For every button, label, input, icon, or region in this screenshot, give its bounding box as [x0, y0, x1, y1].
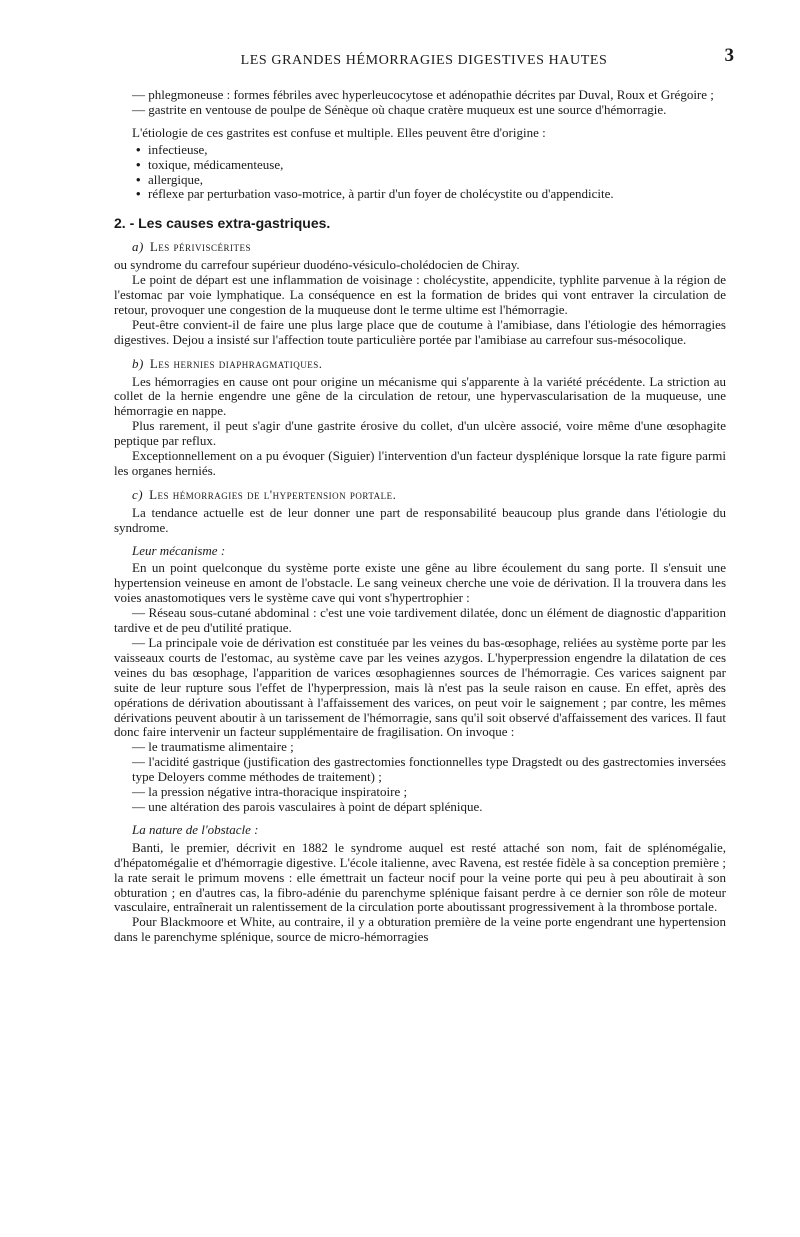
paragraph: — La principale voie de dérivation est constituée par les veines du bas-œsophage, reliées au système porte par les vaisseaux courts de l'estomac, au système cave par les veines azygos. L'hyperpression engendre la dilatation de ces veines du bas œsophage, l'apparition de varices œsophagiennes sources de l'hémorragie. Ces varices saignent par suite de leur rupture sous l'effet de l'hyperpression, mais là n'est pas la seule raison en cause. En effet, après des opérations de dérivation aboutissant à l'affaissement des varices, on peut voir le saignement ; par contre, les mêmes dérivations peuvent aboutir à un tarissement de l'hémorragie, sans qu'il soit observé d'affaissement des varices. Il faut donc faire intervenir un facteur supplémentaire de fragilisation. On invoque : — [114, 635, 726, 740]
paragraph: ou syndrome du carrefour supérieur duodéno-vésiculo-cholédocien de Chiray. — [114, 257, 520, 273]
dash-item: — une altération des parois vasculaires à point de départ splénique. — [132, 798, 483, 814]
paragraph: Banti, le premier, décrivit en 1882 le syndrome auquel est resté attaché son nom, fait de splénomégalie, d'hépatomégalie et d'hémorragie digestive. L'école italienne, avec Ravena, est restée fidèle à sa conception première ; la rate serait le primum movens : elle émettrait un facteur nocif pour la veine porte qui peu à peu aboutirait à son obturation ; en d'autres cas, la fibro-adénie du parenchyme splénique faisant perdre à ce dernier son rôle de moteur vasculaire, entraînerait un ralentissement de la circulation porte aboutissant progressivement à la thrombose portale. — [114, 839, 726, 915]
italic-heading-mecanisme: Leur mécanisme : — [132, 542, 226, 558]
origin-item: • allergique, — [114, 173, 726, 188]
dash-item-phlegmoneuse: — phlegmoneuse : formes fébriles avec hyperleucocytose et adénopathie décrites par Duval, Roux et Grégoire ; — [132, 87, 714, 102]
header-title: LES GRANDES HÉMORRAGIES DIGESTIVES HAUTES — [240, 53, 608, 68]
paragraph: Pour Blackmoore et White, au contraire, il y a obturation première de la veine porte engendrant une hypertension dans le parenchyme splénique, source de micro-hémorragies — [114, 914, 726, 945]
dash-item: — l'acidité gastrique (justification des gastrectomies fonctionnelles type Dragstedt ou des gastrectomies inversées type Deloyers comme méthodes de traitement) ; — [132, 754, 726, 785]
paragraph: Peut-être convient-il de faire une plus large place que de coutume à l'amibiase, dans l'étiologie des hémorragies digestives. Dejou a insisté sur l'affection toute particulière portée par l'amibiase au carrefour sus-mésocolique. — [114, 316, 726, 347]
paragraph: Le point de départ est une inflammation de voisinage : cholécystite, appendicite, typhlite parvenue à la région de l'estomac par voie lymphatique. La conséquence en est la formation de brides qui vont entraver la circulation de retour, provoquer une congestion de la muqueuse dont le terme ultime est l'hémorragie. — [114, 272, 726, 317]
section-heading: 2. - Les causes extra-gastriques. — [114, 215, 331, 232]
subsection-letter: a) — [132, 239, 144, 255]
origin-item: • infectieuse, — [114, 143, 726, 158]
subsection-letter: b) — [132, 355, 144, 371]
origin-item: • toxique, médicamenteuse, — [114, 158, 726, 173]
dash-item: — le traumatisme alimentaire ; — [132, 739, 294, 755]
subsection-title: Les hernies diaphragmatiques. — [149, 355, 323, 371]
origin-list — [114, 143, 726, 203]
paragraph: Plus rarement, il peut s'agir d'une gastrite érosive du collet, d'un ulcère associé, voire même d'une œsophagite peptique par reflux. — [114, 418, 726, 449]
dash-item-ventouse: — gastrite en ventouse de poulpe de Sénèque où chaque cratère muqueux est une source d'hémorragie. — [132, 101, 667, 117]
paragraph: La tendance actuelle est de leur donner une part de responsabilité beaucoup plus grande dans l'étiologie du syndrome. — [114, 504, 726, 535]
paragraph: Les hémorragies en cause ont pour origine un mécanisme qui s'apparente à la variété précédente. La striction au collet de la hernie engendre une gêne de la circulation de retour, une hypervascularisation de la muqueuse, une hémorragie en nappe. — [114, 373, 726, 419]
paragraph: — Réseau sous-cutané abdominal : c'est une voie tardivement dilatée, donc un élément de diagnostic d'apparition tardive et de peu d'utilité pratique. — [114, 605, 726, 636]
subsection-heading-b — [114, 357, 726, 372]
page-body — [114, 88, 726, 945]
paragraph: Exceptionnellement on a pu évoquer (Siguier) l'intervention d'un facteur dysplénique lorsque la rate figure parmi les organes herniés. — [114, 448, 726, 478]
running-header — [114, 45, 734, 72]
etiology-paragraph: L'étiologie de ces gastrites est confuse et multiple. Elles peuvent être d'origine : — [132, 124, 546, 140]
subsection-title: Les périviscérites — [149, 239, 252, 255]
dash-item: — la pression négative intra-thoracique inspiratoire ; — [132, 784, 408, 800]
origin-item: • réflexe par perturbation vaso-motrice, à partir d'un foyer de cholécystite ou d'appendicite. — [114, 187, 726, 202]
paragraph: En un point quelconque du système porte existe une gêne au libre écoulement du sang porte. Il s'ensuit une hypertension veineuse en amont de l'obstacle. Le sang veineux cherche une voie de dérivation. Il la trouvera dans les voies anastomotiques vers le système cave qui vont s'hypertrophier : — [114, 560, 726, 606]
subsection-title: Les hémorragies de l'hypertension portale. — [149, 486, 397, 502]
italic-heading-obstacle: La nature de l'obstacle : — [132, 821, 259, 837]
subsection-heading-a — [114, 240, 726, 255]
subsection-letter: c) — [132, 486, 144, 502]
subsection-heading-c — [114, 488, 726, 503]
page-number: 3 — [724, 45, 734, 66]
